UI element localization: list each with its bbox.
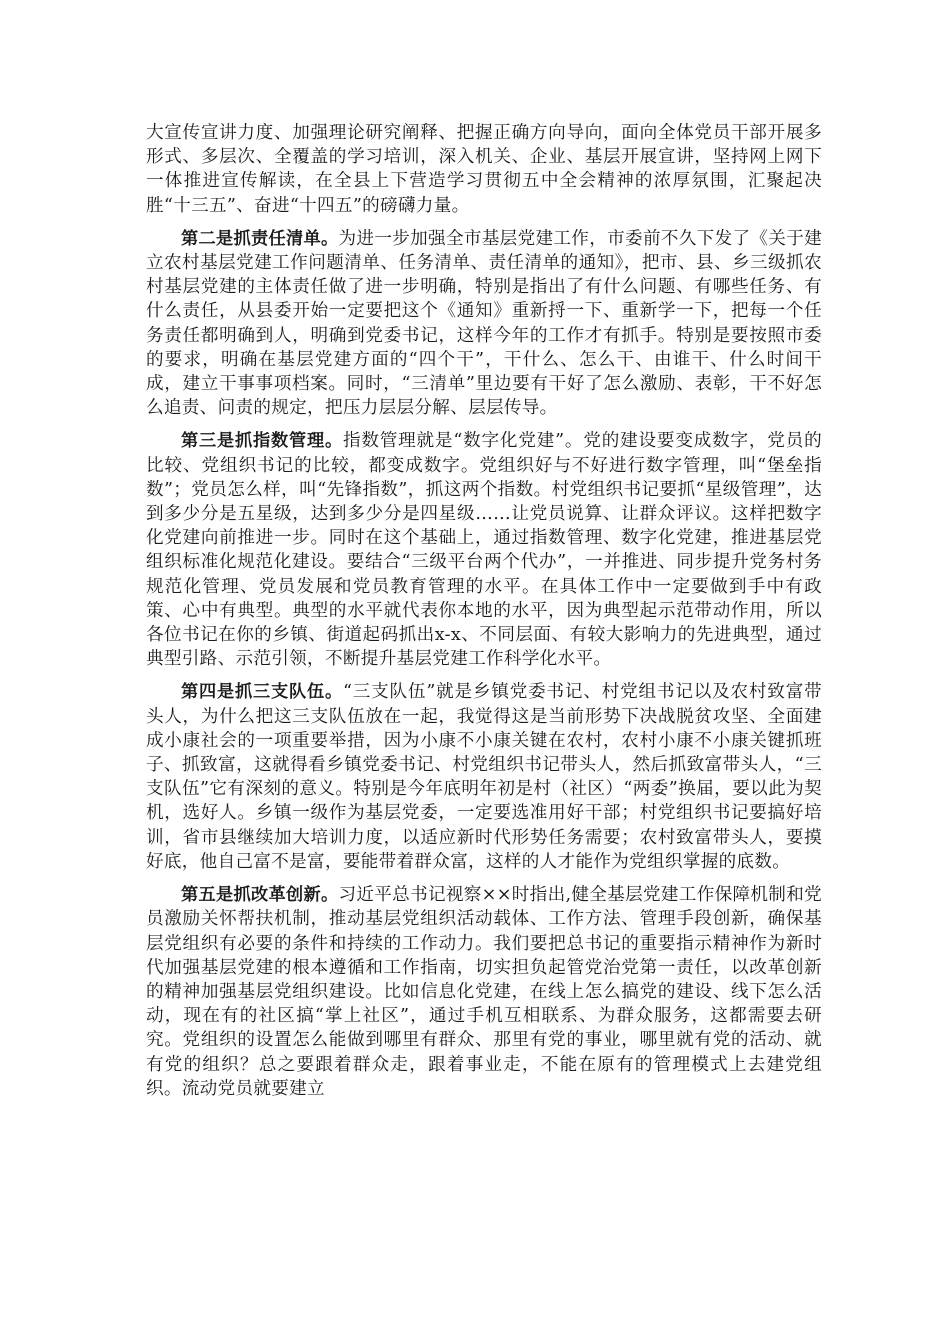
paragraph-heading: 第四是抓三支队伍。 xyxy=(181,682,343,703)
paragraph-text: “三支队伍”就是乡镇党委书记、村党组书记以及农村致富带头人，为什么把这三支队伍放在一起，我觉得这是当前形势下决战脱贫攻坚、全面建成小康社会的一项重要举措，因为小康不小康关键在农村，农村小康不小康关键抓班子、抓致富，这就得看乡镇党委书记、村党组织书记带头人，然后抓致富带头人，“三支队伍”它有深刻的意义。特别是今年底明年初是村（社区）“两委”换届，要以此为契机，选好人。乡镇一级作为基层党委，一定要选准用好干部；村党组织书记要搞好培训，省市县继续加大培训力度，以适应新时代形势任务需要；农村致富带头人，要摸好底，他自己富不是富，要能带着群众富，这样的人才能作为党组织掌握的底数。 xyxy=(146,682,823,872)
paragraph-reform-innovation xyxy=(146,883,822,1101)
paragraph-three-teams xyxy=(146,680,822,874)
paragraph-text: 指数管理就是“数字化党建”。党的建设要变成数字，党员的比较、党组织书记的比较，都变成数字。党组织好与不好进行数字管理，叫“堡垒指数”；党员怎么样，叫“先锋指数”，抓这两个指数。村党组织书记要抓“星级管理”，达到多少分是五星级，达到多少分是四星级……让党员说算、让群众评议。这样把数字化党建向前推进一步。同时在这个基础上，通过指数管理、数字化党建，推进基层党组织标准化规范化建设。要结合“三级平台两个代办”，一并推进、同步提升党务村务规范化管理、党员发展和党员教育管理的水平。在具体工作中一定要做到手中有政策、心中有典型。典型的水平就代表你本地的水平，因为典型起示范带动作用，所以各位书记在你的乡镇、街道起码抓出x-x、不同层面、有较大影响力的先进典型，通过典型引路、示范引领，不断提升基层党建工作科学化水平。 xyxy=(146,431,823,670)
document-page xyxy=(146,121,822,1110)
paragraph-text: 大宣传宣讲力度、加强理论研究阐释、把握正确方向导向，面向全体党员干部开展多形式、多层次、全覆盖的学习培训，深入机关、企业、基层开展宣讲，坚持网上网下一体推进宣传解读，在全县上下营造学习贯彻五中全会精神的浓厚氛围，汇聚起决胜“十三五”、奋进“十四五”的磅礴力量。 xyxy=(146,123,822,216)
paragraph-text: 为进一步加强全市基层党建工作，市委前不久下发了《关于建立农村基层党建工作问题清单、任务清单、责任清单的通知》，把市、县、乡三级抓农村基层党建的主体责任做了进一步明确，特别是指出了有什么问题、有哪些任务、有什么责任，从县委开始一定要把这个《通知》重新捋一下、重新学一下，把每一个任务责任都明确到人，明确到党委书记，这样今年的工作才有抓手。特别是要按照市委的要求，明确在基层党建方面的“四个干”，干什么、怎么干、由谁干、什么时间干成，建立干事事项档案。同时，“三清单”里边要有干好了怎么激励、表彰，干不好怎么追责、问责的规定，把压力层层分解、层层传导。 xyxy=(146,228,822,419)
paragraph-heading: 第三是抓指数管理。 xyxy=(181,431,343,452)
paragraph-text: 习近平总书记视察××时指出,健全基层党建工作保障机制和党员激励关怀帮扶机制，推动基层党组织活动载体、工作方法、管理手段创新，确保基层党组织有必要的条件和持续的工作动力。我们要把总书记的重要指示精神作为新时代加强基层党建的根本遵循和工作指南，切实担负起管党治党第一责任，以改革创新的精神加强基层党组织建设。比如信息化党建，在线上怎么搞党的建设、线下怎么活动，现在有的社区搞“掌上社区”，通过手机互相联系、为群众服务，这都需要去研究。党组织的设置怎么能做到哪里有群众、那里有党的事业，哪里就有党的活动、就有党的组织？总之要跟着群众走，跟着事业走，不能在原有的管理模式上去建党组织。流动党员就要建立 xyxy=(146,885,822,1099)
paragraph-heading: 第二是抓责任清单。 xyxy=(181,228,339,249)
paragraph-heading: 第五是抓改革创新。 xyxy=(181,885,339,906)
paragraph-responsibility-list xyxy=(146,227,822,421)
paragraph-intro xyxy=(146,121,822,218)
paragraph-index-management xyxy=(146,429,822,671)
